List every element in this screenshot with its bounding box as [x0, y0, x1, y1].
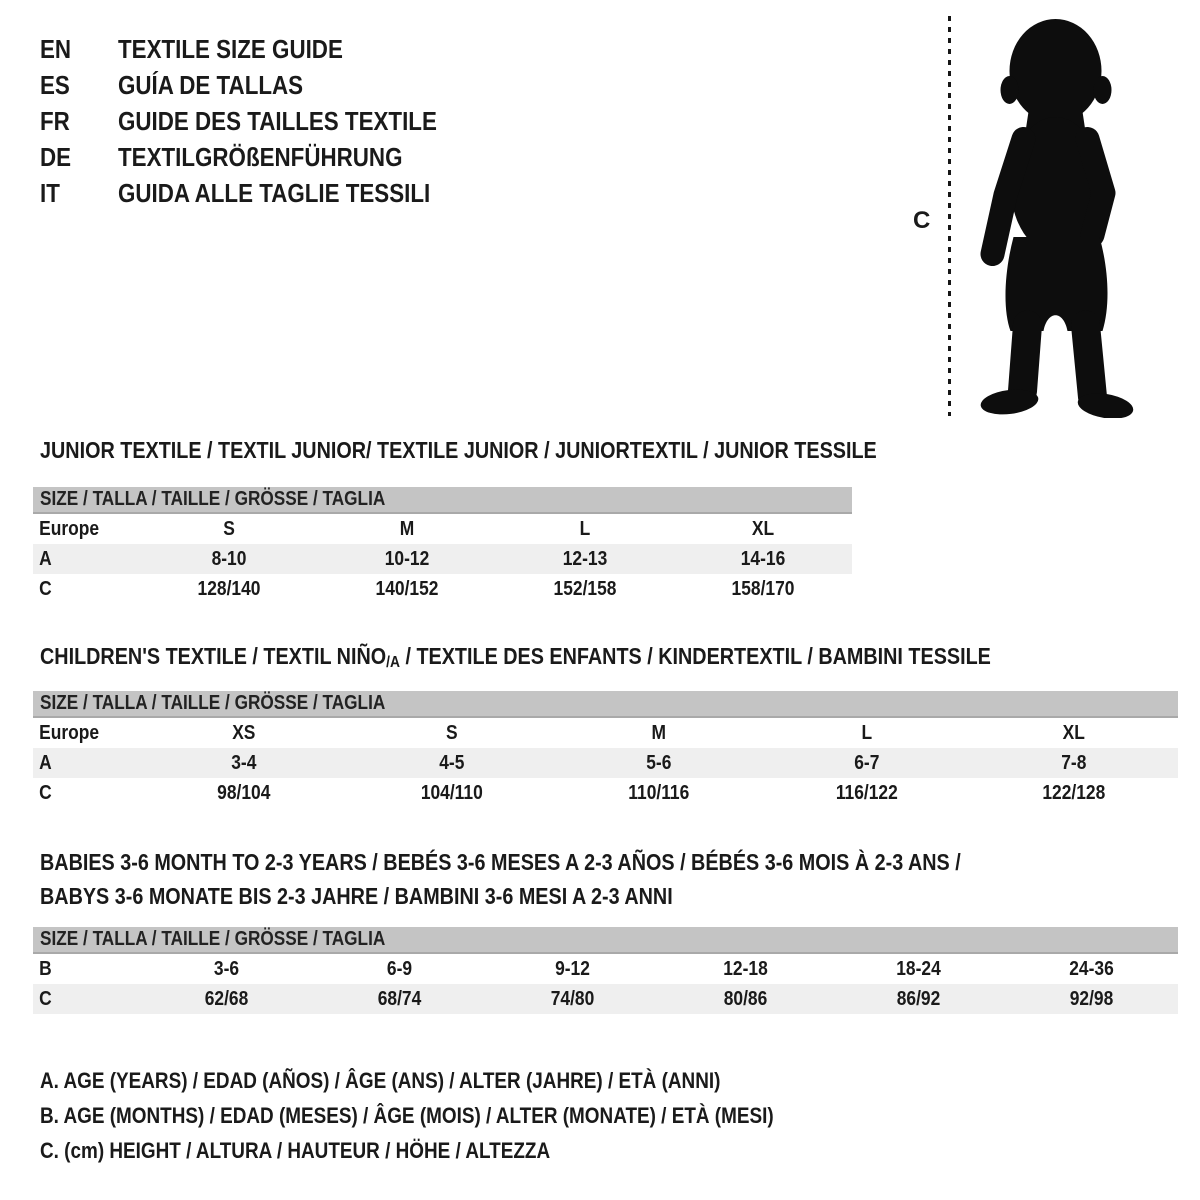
language-code: FR [40, 106, 70, 136]
table-cell: 128/140 [197, 578, 261, 600]
language-code: EN [40, 34, 72, 64]
nino-a-subscript: /A [386, 653, 400, 671]
table-cell: L [579, 518, 591, 540]
language-title: GUÍA DE TALLAS [118, 70, 304, 100]
height-measure-line [948, 16, 951, 416]
language-row [40, 139, 489, 175]
table-cell: 24-36 [1069, 958, 1114, 980]
table-cell: 92/98 [1069, 988, 1114, 1010]
table-cell: 14-16 [740, 548, 786, 570]
language-title: TEXTILGRÖßENFÜHRUNG [118, 142, 403, 172]
table-cell: 9-12 [555, 958, 590, 980]
table-cell: 98/104 [217, 782, 271, 804]
language-title-list [40, 31, 489, 211]
table-cell: 10-12 [384, 548, 430, 570]
row-label: A [39, 752, 52, 774]
table-cell: 140/152 [375, 578, 439, 600]
language-code: IT [40, 178, 60, 208]
children-size-table [33, 691, 1178, 808]
table-row [33, 954, 1178, 984]
language-title: GUIDE DES TAILLES TEXTILE [118, 106, 437, 136]
row-label: A [39, 548, 52, 570]
table-cell: 74/80 [550, 988, 595, 1010]
table-cell: 3-6 [213, 958, 240, 980]
table-row [33, 514, 852, 544]
table-row [33, 778, 1178, 808]
table-cell: 6-7 [854, 752, 880, 774]
table-cell: 18-24 [896, 958, 941, 980]
size-header-bar: SIZE / TALLA / TAILLE / GRÖSSE / TAGLIA [33, 927, 1178, 954]
table-cell: 3-4 [231, 752, 257, 774]
table-row [33, 544, 852, 574]
measurement-legend [40, 1063, 893, 1168]
babies-section-title: BABIES 3-6 MONTH TO 2-3 YEARS / BEBÉS 3-6 MESES A 2-3 AÑOS / BÉBÉS 3-6 MOIS À 2-3 ANS / BABYS 3-6 MONATE BIS 2-3 JAHRE / BAMBINI 3-6 MESI A 2-3 ANNI [40, 849, 961, 909]
row-label: Europe [39, 722, 100, 744]
children-section-title: CHILDREN'S TEXTILE / TEXTIL NIÑO/A / TEXTILE DES ENFANTS / KINDERTEXTIL / BAMBINI TESSILE [40, 643, 991, 671]
table-row [33, 718, 1178, 748]
table-cell: 12-18 [723, 958, 768, 980]
toddler-silhouette-icon [962, 13, 1145, 418]
table-cell: XS [232, 722, 256, 744]
table-cell: 62/68 [204, 988, 249, 1010]
junior-size-table [33, 487, 852, 604]
table-cell: 8-10 [211, 548, 247, 570]
size-header-bar: SIZE / TALLA / TAILLE / GRÖSSE / TAGLIA [33, 691, 1178, 718]
table-cell: 86/92 [896, 988, 941, 1010]
table-cell: XL [751, 518, 775, 540]
language-code: ES [40, 70, 70, 100]
table-cell: 5-6 [646, 752, 672, 774]
table-cell: 110/116 [628, 782, 690, 804]
table-cell: 6-9 [386, 958, 413, 980]
language-row [40, 67, 489, 103]
row-label: C [39, 578, 52, 600]
junior-section-title: JUNIOR TEXTILE / TEXTIL JUNIOR/ TEXTILE JUNIOR / JUNIORTEXTIL / JUNIOR TESSILE [40, 437, 877, 463]
size-header-bar: SIZE / TALLA / TAILLE / GRÖSSE / TAGLIA [33, 487, 852, 514]
row-label: Europe [39, 518, 100, 540]
table-cell: M [651, 722, 667, 744]
table-row [33, 748, 1178, 778]
table-cell: 116/122 [835, 782, 898, 804]
table-cell: 80/86 [723, 988, 768, 1010]
table-cell: 12-13 [562, 548, 608, 570]
language-row [40, 103, 489, 139]
table-cell: 122/128 [1042, 782, 1106, 804]
table-cell: 4-5 [438, 752, 464, 774]
language-row [40, 175, 489, 211]
row-label: C [39, 782, 52, 804]
table-cell: XL [1063, 722, 1086, 744]
legend-line-c: C. (cm) HEIGHT / ALTURA / HAUTEUR / HÖHE / ALTEZZA [40, 1138, 551, 1163]
table-row [33, 984, 1178, 1014]
babies-size-table [33, 927, 1178, 1014]
legend-line-a: A. AGE (YEARS) / EDAD (AÑOS) / ÂGE (ANS) / ALTER (JAHRE) / ETÀ (ANNI) [40, 1068, 721, 1093]
table-cell: 7-8 [1061, 752, 1087, 774]
table-cell: S [223, 518, 235, 540]
height-measure-label: C [913, 207, 931, 234]
row-label: B [39, 958, 52, 980]
table-cell: 68/74 [377, 988, 422, 1010]
table-row [33, 574, 852, 604]
table-cell: L [861, 722, 872, 744]
language-row [40, 31, 489, 67]
table-cell: 158/170 [731, 578, 795, 600]
table-cell: S [445, 722, 458, 744]
language-code: DE [40, 142, 72, 172]
table-cell: 104/110 [420, 782, 483, 804]
row-label: C [39, 988, 52, 1010]
language-title: GUIDA ALLE TAGLIE TESSILI [118, 178, 431, 208]
table-cell: M [399, 518, 415, 540]
table-cell: 152/158 [553, 578, 617, 600]
language-title: TEXTILE SIZE GUIDE [118, 34, 343, 64]
legend-line-b: B. AGE (MONTHS) / EDAD (MESES) / ÂGE (MOIS) / ALTER (MONATE) / ETÀ (MESI) [40, 1103, 774, 1128]
